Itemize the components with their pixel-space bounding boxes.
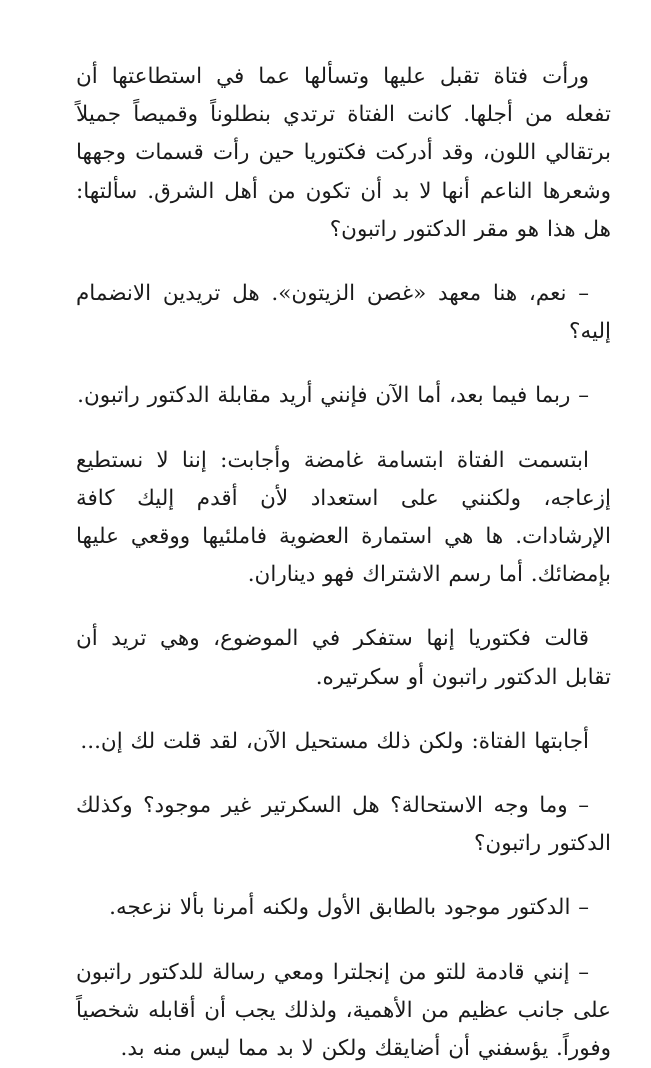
paragraph-4: ابتسمت الفتاة ابتسامة غامضة وأجابت: إننا لا نستطيع إزعاجه، ولكنني على استعداد لأن أقدم إليك كافة الإرشادات. ها هي استمارة العضوية فاملئيها ووقعي عليها بإمضائك. أما رسم الاشتراك فهو ديناران. bbox=[76, 447, 611, 588]
paragraph-8: – الدكتور موجود بالطابق الأول ولكنه أمرنا بألا نزعجه. bbox=[109, 895, 589, 921]
paragraph-5: قالت فكتوريا إنها ستفكر في الموضوع، وهي تريد أن تقابل الدكتور راتبون أو سكرتيره. bbox=[76, 626, 611, 690]
paragraph-2: – نعم، هنا معهد «غصن الزيتون». هل تريدين الانضمام إليه؟ bbox=[76, 281, 611, 345]
paragraph-6: أجابتها الفتاة: ولكن ذلك مستحيل الآن، لقد قلت لك إن... bbox=[80, 728, 589, 754]
paragraph-9: – إنني قادمة للتو من إنجلترا ومعي رسالة للدكتور راتبون على جانب عظيم من الأهمية، ولذلك يجب أن أقابله شخصياً وفوراً. يؤسفني أن أضايقك ولكن لا بد مما ليس منه بد. bbox=[76, 959, 611, 1062]
paragraph-7: – وما وجه الاستحالة؟ هل السكرتير غير موجود؟ وكذلك الدكتور راتبون؟ bbox=[76, 793, 611, 857]
paragraph-3: – ربما فيما بعد، أما الآن فإنني أريد مقابلة الدكتور راتبون. bbox=[77, 383, 589, 409]
paragraph-1: ورأت فتاة تقبل عليها وتسألها عما في استطاعتها أن تفعله من أجلها. كانت الفتاة ترتدي بنطلوناً وقميصاً جميلاً برتقالي اللون، وقد أدركت فكتوريا حين رأت قسمات وجهها وشعرها الناعم أنها لا بد أن تكون من أهل الشرق. سألتها: هل هذا هو مقر الدكتور راتبون؟ bbox=[76, 64, 611, 242]
